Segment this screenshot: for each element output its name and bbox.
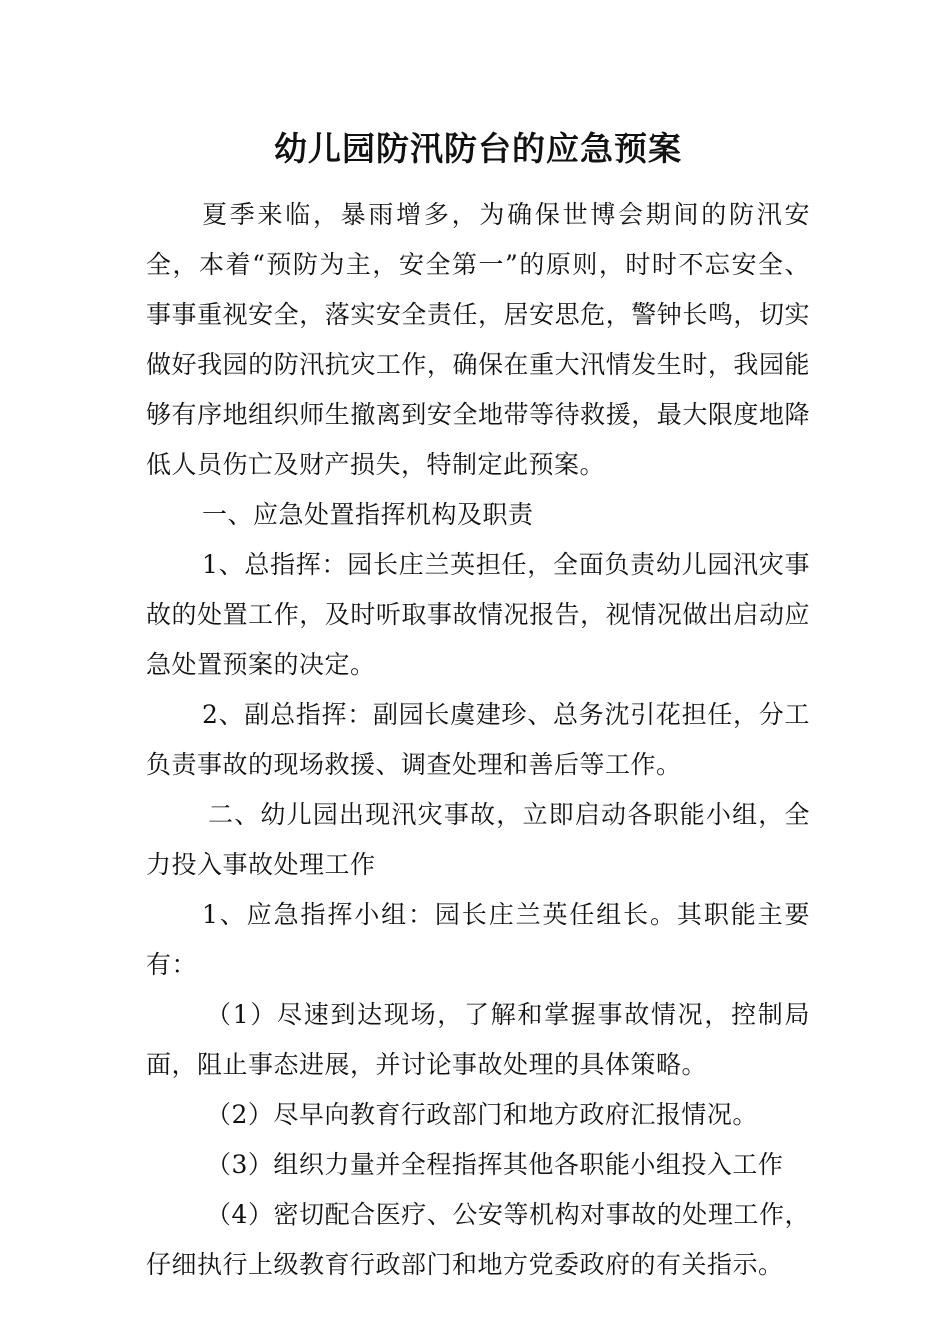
- paragraph-chief-commander: 1、总指挥：园长庄兰英担任，全面负责幼儿园汛灾事故的处置工作，及时听取事故情况报告，视情况做出启动应急处置预案的决定。: [146, 550, 810, 679]
- section-heading-1: 一、应急处置指挥机构及职责: [202, 500, 534, 529]
- list-item-2: （2）尽早向教育行政部门和地方政府汇报情况。: [206, 1100, 758, 1129]
- paragraph-deputy-commander: 2、副总指挥：副园长虞建珍、总务沈引花担任，分工负责事故的现场救援、调查处理和善后等工作。: [146, 700, 810, 779]
- list-item-3: （3）组织力量并全程指挥其他各职能小组投入工作: [206, 1150, 784, 1179]
- list-item-1: （1）尽速到达现场，了解和掌握事故情况，控制局面，阻止事态进展，并讨论事故处理的具体策略。: [146, 1000, 810, 1079]
- intro-paragraph: 夏季来临，暴雨增多，为确保世博会期间的防汛安全，本着“预防为主，安全第一”的原则，时时不忘安全、事事重视安全，落实安全责任，居安思危，警钟长鸣，切实做好我园的防汛抗灾工作，确保在重大汛情发生时，我园能够有序地组织师生撤离到安全地带等待救援，最大限度地降低人员伤亡及财产损失，特制定此预案。: [146, 200, 810, 479]
- document-title: 幼儿园防汛防台的应急预案: [274, 129, 682, 168]
- paragraph-command-group: 1、应急指挥小组：园长庄兰英任组长。其职能主要有：: [146, 900, 810, 979]
- list-item-4: （4）密切配合医疗、公安等机构对事故的处理工作，仔细执行上级教育行政部门和地方党委政府的有关指示。: [146, 1200, 810, 1279]
- section-heading-2: 二、幼儿园出现汛灾事故，立即启动各职能小组，全力投入事故处理工作: [146, 800, 810, 879]
